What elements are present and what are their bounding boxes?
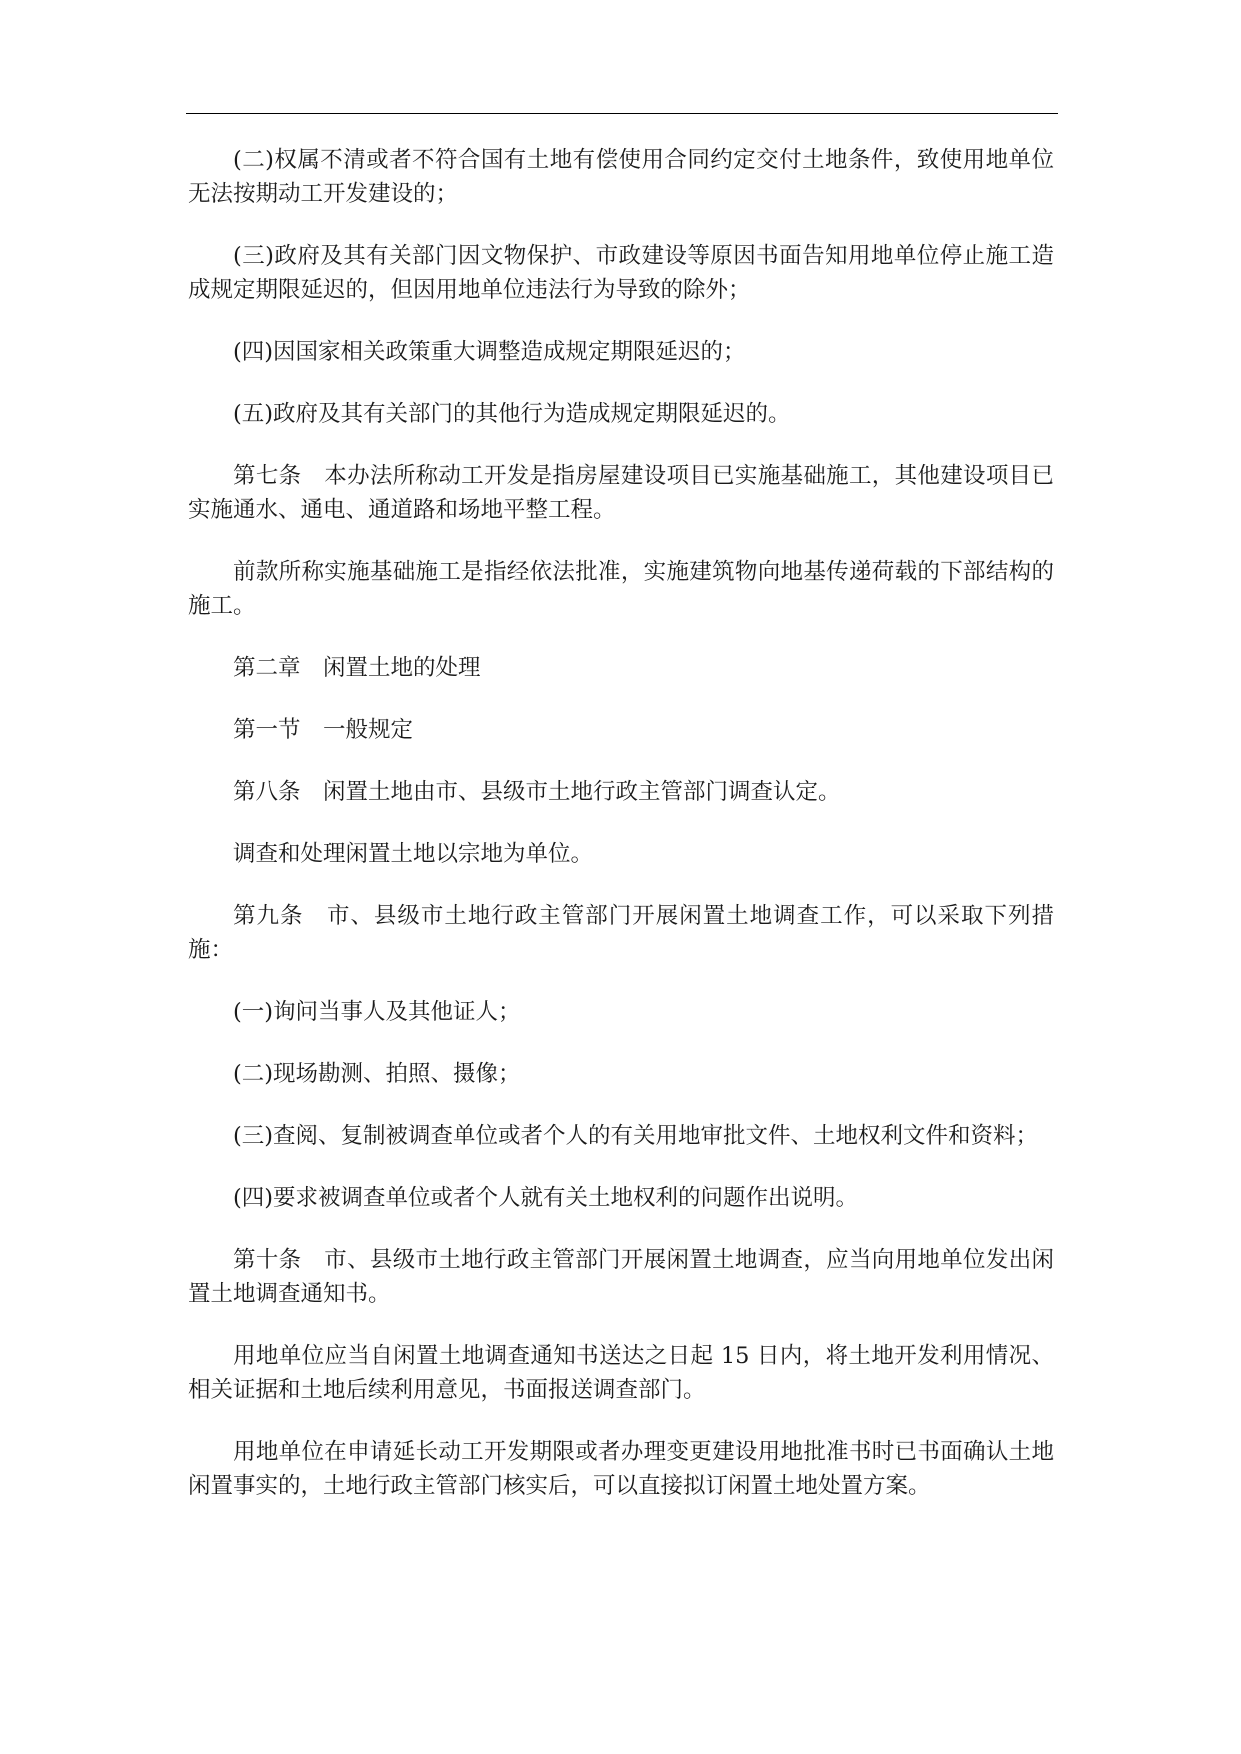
- header-rule: [186, 113, 1058, 114]
- paragraph-item-5: (五)政府及其有关部门的其他行为造成规定期限延迟的。: [233, 401, 791, 427]
- section-heading: 第一节 一般规定: [233, 717, 414, 743]
- paragraph-item-2: (二)权属不清或者不符合国有土地有偿使用合同约定交付土地条件，致使用地单位无法按期动工开发建设的；: [188, 147, 1054, 207]
- measure-item-2: (二)现场勘测、拍照、摄像；: [233, 1061, 521, 1087]
- article-8: 第八条 闲置土地由市、县级市土地行政主管部门调查认定。: [233, 779, 841, 805]
- chapter-heading: 第二章 闲置土地的处理: [233, 655, 481, 681]
- measure-item-1: (一)询问当事人及其他证人；: [233, 999, 521, 1025]
- article-10-clause-2: 用地单位应当自闲置土地调查通知书送达之日起 15 日内，将土地开发利用情况、相关证据和土地后续利用意见，书面报送调查部门。: [188, 1343, 1054, 1403]
- paragraph-item-4: (四)因国家相关政策重大调整造成规定期限延迟的；: [233, 339, 746, 365]
- paragraph-item-3: (三)政府及其有关部门因文物保护、市政建设等原因书面告知用地单位停止施工造成规定期限延迟的，但因用地单位违法行为导致的除外；: [188, 243, 1054, 303]
- article-7: 第七条 本办法所称动工开发是指房屋建设项目已实施基础施工，其他建设项目已实施通水、通电、通道路和场地平整工程。: [188, 463, 1054, 523]
- document-body: [188, 143, 1054, 1531]
- measure-item-4: (四)要求被调查单位或者个人就有关土地权利的问题作出说明。: [233, 1185, 859, 1211]
- article-9: 第九条 市、县级市土地行政主管部门开展闲置土地调查工作，可以采取下列措施：: [188, 903, 1054, 963]
- article-8-clause-2: 调查和处理闲置土地以宗地为单位。: [233, 841, 594, 867]
- article-10: 第十条 市、县级市土地行政主管部门开展闲置土地调查，应当向用地单位发出闲置土地调查通知书。: [188, 1247, 1054, 1307]
- article-7-clause-2: 前款所称实施基础施工是指经依法批准，实施建筑物向地基传递荷载的下部结构的施工。: [188, 559, 1054, 619]
- measure-item-3: (三)查阅、复制被调查单位或者个人的有关用地审批文件、土地权利文件和资料；: [233, 1123, 1039, 1149]
- article-10-clause-3: 用地单位在申请延长动工开发期限或者办理变更建设用地批准书时已书面确认土地闲置事实的，土地行政主管部门核实后，可以直接拟订闲置土地处置方案。: [188, 1439, 1054, 1499]
